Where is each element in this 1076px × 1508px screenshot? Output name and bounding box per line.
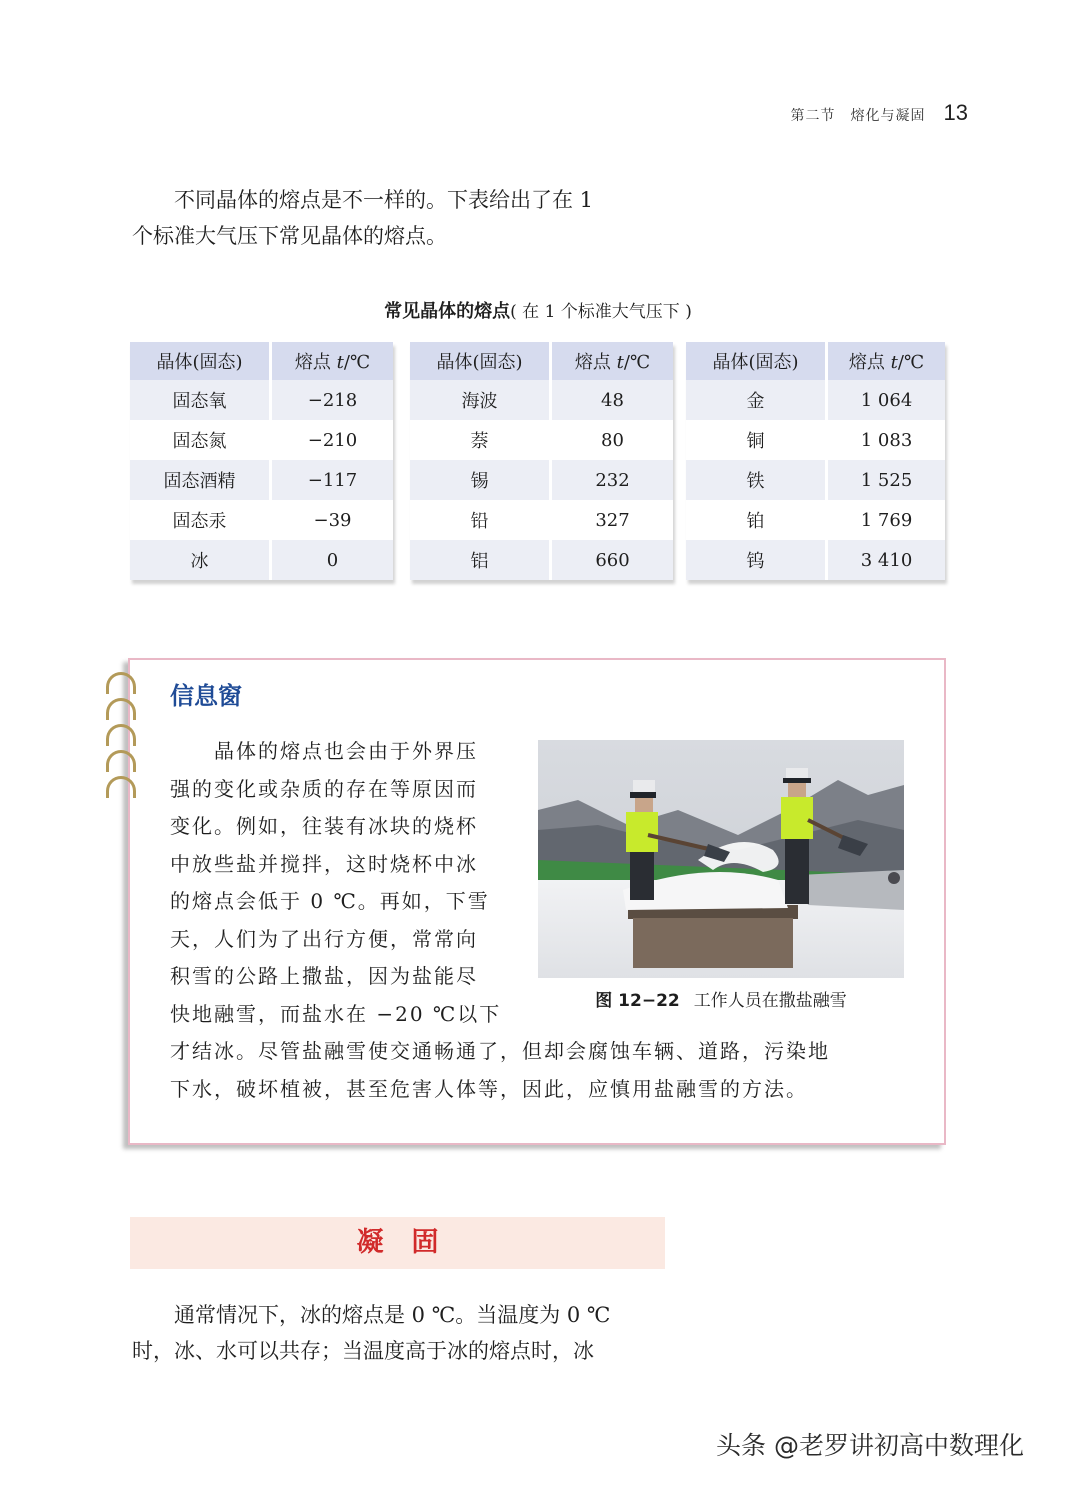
table-row: 铅 327 <box>410 500 673 540</box>
melting-point-table-1 <box>130 342 393 580</box>
table-row: 铁 1 525 <box>686 460 945 500</box>
melting-point-table-2 <box>410 342 673 580</box>
table-row: 固态氮 −210 <box>130 420 393 460</box>
col-header-substance: 晶体(固态) <box>686 342 828 380</box>
col-header-substance: 晶体(固态) <box>410 342 552 380</box>
info-paragraph <box>170 733 515 1033</box>
section-label: 第二节 熔化与凝固 <box>790 108 926 124</box>
table-row: 钨 3 410 <box>686 540 945 580</box>
info-line: 晶体的熔点也会由于外界压 <box>214 739 478 763</box>
intro-line-2: 个标准大气压下常见晶体的熔点。 <box>132 224 447 248</box>
running-header <box>791 100 968 126</box>
body-line-1: 通常情况下，冰的熔点是 0 ℃。当温度为 0 ℃ <box>174 1303 611 1327</box>
info-window-title: 信息窗 <box>170 682 242 710</box>
table-row: 固态酒精 −117 <box>130 460 393 500</box>
table-title: 常见晶体的熔点 <box>384 301 511 322</box>
info-line: 下水，破坏植被，甚至危害人体等，因此，应慎用盐融雪的方法。 <box>170 1076 808 1101</box>
table-caption <box>0 297 1076 323</box>
table-row: 冰 0 <box>130 540 393 580</box>
page-number: 13 <box>943 100 968 125</box>
table-row: 固态氧 −218 <box>130 380 393 420</box>
info-line: 才结冰。尽管盐融雪使交通畅通了，但却会腐蚀车辆、道路，污染地 <box>170 1039 830 1063</box>
info-line: 积雪的公路上撒盐，因为盐能尽 <box>170 964 478 988</box>
col-header-melting-point: 熔点 t/℃ <box>552 342 673 380</box>
col-header-substance: 晶体(固态) <box>130 342 272 380</box>
table-row: 锡 232 <box>410 460 673 500</box>
col-header-melting-point: 熔点 t/℃ <box>272 342 393 380</box>
figure-number: 图 12−22 <box>595 991 680 1011</box>
intro-line-1: 不同晶体的熔点是不一样的。下表给出了在 1 <box>174 188 594 212</box>
body-line-2: 时，冰、水可以共存；当温度高于冰的熔点时，冰 <box>132 1339 594 1363</box>
body-paragraph <box>132 1297 672 1369</box>
table-row: 铝 660 <box>410 540 673 580</box>
info-line: 快地融雪，而盐水在 −20 ℃以下 <box>170 1001 502 1026</box>
table-row: 萘 80 <box>410 420 673 460</box>
figure-caption <box>538 986 904 1011</box>
info-paragraph-tail <box>170 1033 910 1108</box>
info-line: 的熔点会低于 0 ℃。再如，下雪 <box>170 889 490 913</box>
info-line: 强的变化或杂质的存在等原因而 <box>170 776 478 801</box>
info-line: 中放些盐并搅拌，这时烧杯中冰 <box>170 851 478 876</box>
table-row: 铂 1 769 <box>686 500 945 540</box>
col-header-melting-point: 熔点 t/℃ <box>828 342 945 380</box>
salt-spreading-photo <box>538 740 904 978</box>
intro-paragraph <box>132 182 672 254</box>
table-subtitle: ( 在 1 个标准大气压下 ) <box>510 302 692 322</box>
info-line: 天，人们为了出行方便，常常向 <box>170 926 478 951</box>
figure-caption-text: 工作人员在撒盐融雪 <box>693 991 847 1011</box>
melting-point-table-3 <box>686 342 945 580</box>
table-row: 金 1 064 <box>686 380 945 420</box>
table-row: 固态汞 −39 <box>130 500 393 540</box>
table-row: 海波 48 <box>410 380 673 420</box>
binder-rings-icon <box>106 672 136 802</box>
section-title: 凝固 <box>356 1227 467 1258</box>
info-line: 变化。例如，往装有冰块的烧杯 <box>170 814 478 838</box>
table-row: 铜 1 083 <box>686 420 945 460</box>
watermark-text: 头条 @老罗讲初高中数理化 <box>716 1431 1024 1460</box>
